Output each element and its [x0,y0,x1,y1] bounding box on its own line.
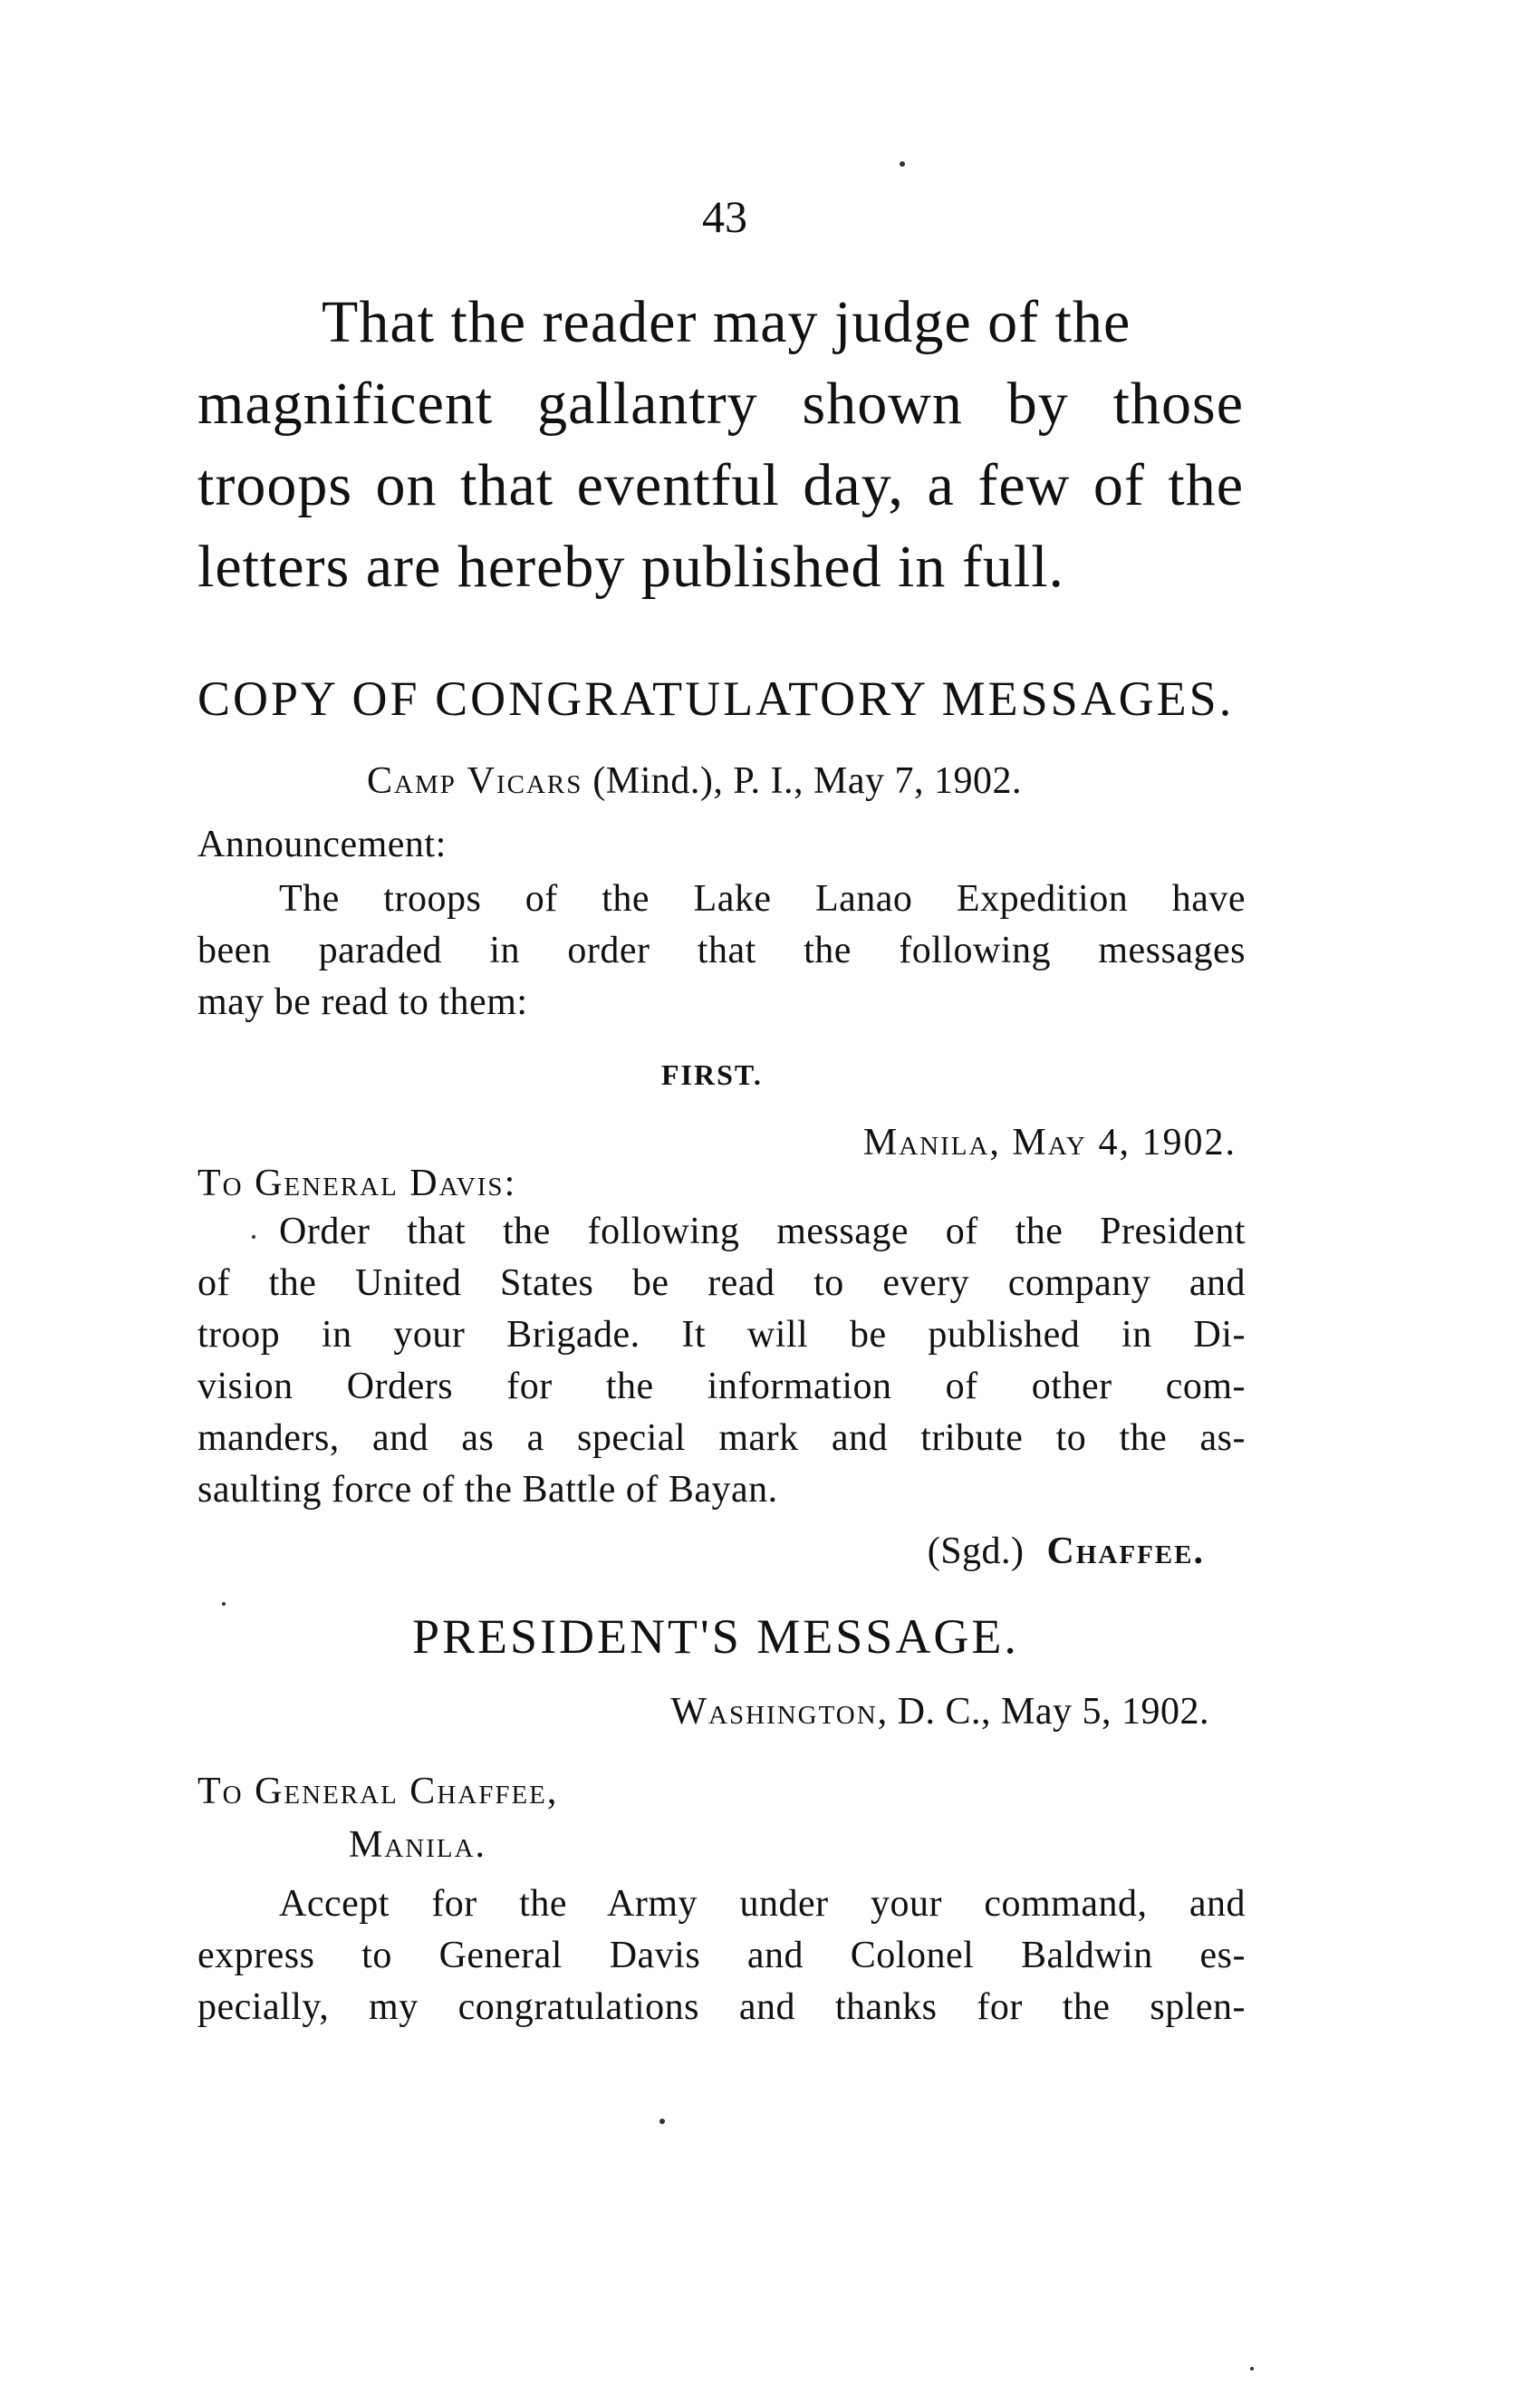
order-line-1: Order that the following message of the President [279,1211,1246,1252]
order-line-2: of the United States be read to every company and [197,1262,1246,1304]
washington-dateline-rest: , D. C., May 5, 1902. [877,1691,1209,1733]
closing-line-3: pecially, my congratulations and thanks for the splen- [197,1986,1246,2028]
to-general-chaffee: To General Chaffee, [197,1771,559,1812]
washington-dateline [453,1690,1209,1733]
scan-speck [1250,2367,1254,2371]
closing-line-1: Accept for the Army under your command, and [279,1883,1246,1925]
page-number: 43 [702,191,747,242]
intro-line-1: That the reader may judge of the [322,289,1131,355]
camp-dateline [367,759,1022,803]
order-line-3: troop in your Brigade. It will be published in Di- [197,1314,1246,1356]
signature [725,1530,1205,1573]
to-general-davis: To General Davis: [197,1163,517,1204]
scan-speck [222,1602,226,1606]
camp-dateline-rest: (Mind.), P. I., May 7, 1902. [592,760,1023,802]
scan-speck [900,161,905,167]
intro-line-2: magnificent gallantry shown by those [197,371,1244,437]
signature-prefix: (Sgd.) [927,1530,1025,1572]
scan-speck [252,1235,255,1239]
announcement-label: Announcement: [197,824,447,865]
section-heading: COPY OF CONGRATULATORY MESSAGES. [197,671,1235,726]
signature-name: Chaffee. [1046,1530,1205,1572]
intro-line-3: troops on that eventful day, a few of the [197,452,1244,518]
order-line-4: vision Orders for the information of other com- [197,1366,1246,1407]
announcement-line-3: may be read to them: [197,981,528,1023]
intro-line-4: letters are hereby published in full. [197,534,1065,600]
to-chaffee-place: Manila. [349,1824,487,1866]
scan-speck [659,2119,665,2124]
announcement-line-2: been paraded in order that the following messages [197,930,1246,971]
announcement-line-1: The troops of the Lake Lanao Expedition have [279,878,1246,920]
first-heading: FIRST. [661,1058,763,1091]
washington-dateline-place: Washington [670,1691,878,1733]
president-heading: PRESIDENT'S MESSAGE. [412,1609,1019,1664]
order-line-6: saulting force of the Battle of Bayan. [197,1469,778,1511]
camp-dateline-place: Camp Vicars [367,760,583,802]
closing-line-2: express to General Davis and Colonel Baldwin es- [197,1935,1246,1976]
manila-dateline: Manila, May 4, 1902. [862,1122,1237,1164]
order-line-5: manders, and as a special mark and tribute to the as- [197,1417,1246,1459]
